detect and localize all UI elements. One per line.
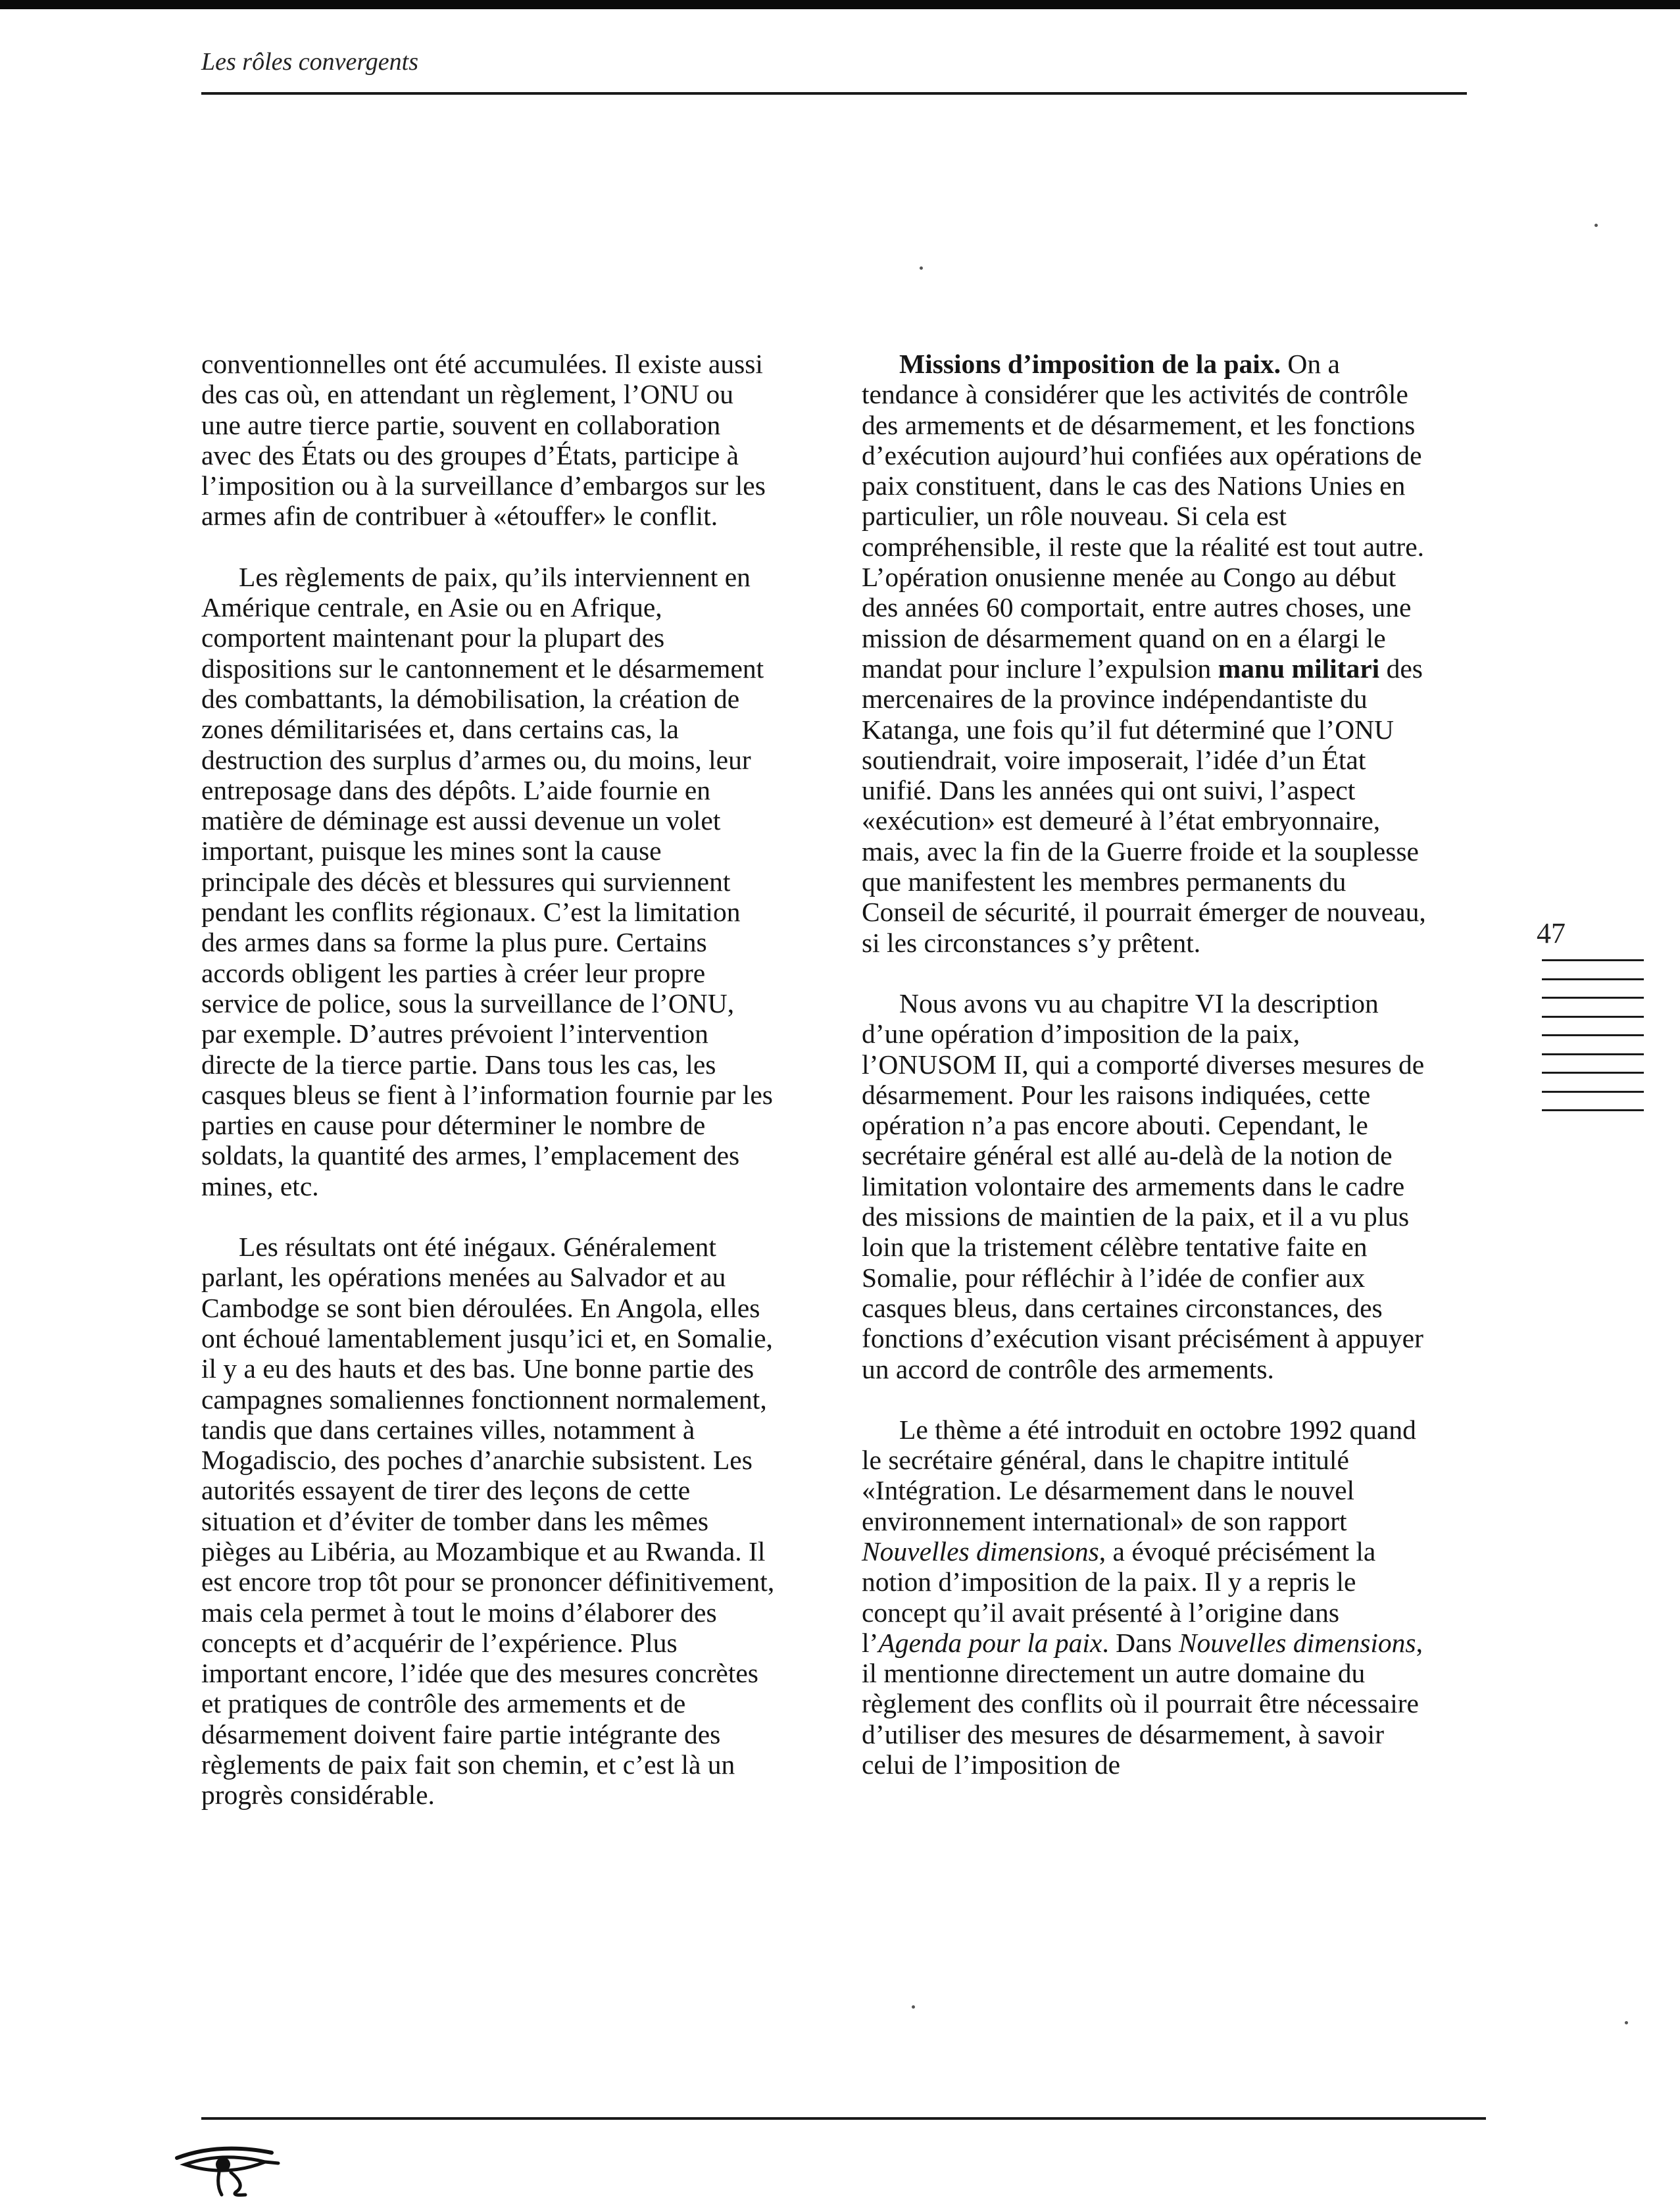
right-paragraph-1	[862, 349, 1435, 958]
scan-speck	[1625, 2021, 1628, 2024]
margin-line	[1542, 959, 1644, 961]
left-paragraph-3: Les résultats ont été inégaux. Généralement parlant, les opérations menées au Salvador et au Cambodge se sont bien déroulées. En Angola, elles ont échoué lamentablement jusqu’ici et, en Somalie, il y a eu des hauts et des bas. Une bonne partie des campagnes somaliennes fonctionnent normalement, tandis que dans certaines villes, notamment à Mogadiscio, des poches d’anarchie subsistent. Les autorités essayent de tirer des leçons de cette situation et d’éviter de tomber dans les mêmes pièges au Libéria, au Mozambique et au Rwanda. Il est encore trop tôt pour se prononcer définitivement, mais cela permet à tout le moins d’élaborer des concepts et d’acquérir de l’expérience. Plus important encore, l’idée que des mesures concrètes et pratiques de contrôle des armements et de désarmement doivent faire partie intégrante des règlements de paix fait son chemin, et c’est là un progrès considérable.	[201, 1232, 775, 1811]
eye-of-horus-icon	[173, 2138, 282, 2197]
footer-rule	[201, 2117, 1486, 2120]
right-paragraph-3-text-c: . Dans	[1102, 1627, 1179, 1658]
margin-line	[1542, 997, 1644, 999]
left-paragraph-2: Les règlements de paix, qu’ils interviennent en Amérique centrale, en Asie ou en Afrique, comportent maintenant pour la plupart des dispositions sur le cantonnement et le désarmement des combattants, la démobilisation, la création de zones démilitarisées et, dans certains cas, la destruction des surplus d’armes ou, du moins, leur entreposage dans des dépôts. L’aide fournie en matière de déminage est aussi devenue un volet important, puisque les mines sont la cause principale des décès et blessures qui surviennent pendant les conflits régionaux. C’est la limitation des armes dans sa forme la plus pure. Certains accords obligent les parties à créer leur propre service de police, sous la surveillance de l’ONU, par exemple. D’autres prévoient l’intervention directe de la tierce partie. Dans tous les cas, les casques bleus se fient à l’information fournie par les parties en cause pour déterminer le nombre de soldats, la quantité des armes, l’emplacement des mines, etc.	[201, 561, 773, 1201]
right-paragraph-3-text-b: , a évoqué précisément la notion d’imposition de la paix. Il y a repris le concept qu’il avait présenté à l’origine dans l’	[862, 1536, 1376, 1658]
margin-line	[1542, 1109, 1644, 1111]
title-nouvelles-dimensions-2: Nouvelles dimensions	[1178, 1627, 1416, 1658]
running-title: Les rôles convergents	[201, 48, 418, 76]
title-nouvelles-dimensions: Nouvelles dimensions	[862, 1536, 1099, 1566]
page-number: 47	[1537, 917, 1566, 949]
right-paragraph-1-text-b: des mercenaires de la province indépendantiste du Katanga, une fois qu’il fut déterminé que l’ONU soutiendrait, voire imposerait, l’idée d’un État unifié. Dans les années qui ont suivi, l’aspect «exécution» est demeuré à l’état embryonnaire, mais, avec la fin de la Guerre froide et la souplesse que manifestent les membres permanents du Conseil de sécurité, il pourrait émerger de nouveau, si les circonstances s’y prêtent.	[862, 653, 1426, 958]
right-column	[862, 349, 1435, 1810]
scan-edge-bar	[0, 0, 1680, 9]
right-paragraph-3	[862, 1415, 1435, 1780]
left-paragraph-1: conventionnelles ont été accumulées. Il existe aussi des cas où, en attendant un règlement, l’ONU ou une autre tierce partie, souvent en collaboration avec des États ou des groupes d’États, participe à l’imposition ou à la surveillance d’embargos sur les armes afin de contribuer à «étouffer» le conflit.	[201, 349, 766, 532]
right-paragraph-2: Nous avons vu au chapitre VI la description d’une opération d’imposition de la paix, l’ONUSOM II, qui a comporté diverses mesures de désarmement. Pour les raisons indiquées, cette opération n’a pas encore abouti. Cependant, le secrétaire général est allé au-delà de la notion de limitation volontaire des armements dans le cadre des missions de maintien de la paix, et il a vu plus loin que la tristement célèbre tentative faite en Somalie, pour réfléchir à l’idée de confier aux casques bleus, dans certaines circonstances, des fonctions d’exécution visant précisément à appuyer un accord de contrôle des armements.	[862, 988, 1425, 1384]
margin-line	[1542, 1072, 1644, 1074]
emphasis-manu-militari: manu militari	[1218, 653, 1380, 684]
margin-line	[1542, 978, 1644, 980]
left-column	[201, 349, 775, 1841]
section-heading: Missions d’imposition de la paix.	[899, 349, 1281, 379]
scan-speck	[912, 2005, 915, 2009]
margin-line	[1542, 1034, 1644, 1036]
header-rule	[201, 92, 1467, 95]
title-agenda-pour-la-paix: Agenda pour la paix	[878, 1627, 1102, 1658]
margin-line	[1542, 1091, 1644, 1093]
right-paragraph-1-text-a: On a tendance à considérer que les activités de contrôle des armements et de désarmement, et les fonctions d’exécution aujourd’hui confiées aux opérations de paix constituent, dans le cas des Nations Unies en particulier, un rôle nouveau. Si cela est compréhensible, il reste que la réalité est tout autre. L’opération onusienne menée au Congo au début des années 60 comportait, entre autres choses, une mission de désarmement quand on en a élargi le mandat pour inclure l’expulsion	[862, 349, 1425, 684]
margin-rule-lines	[1542, 959, 1644, 1128]
margin-line	[1542, 1053, 1644, 1055]
scan-speck	[1594, 224, 1598, 227]
margin-line	[1542, 1016, 1644, 1018]
right-paragraph-3-text-a: Le thème a été introduit en octobre 1992 quand le secrétaire général, dans le chapitre intitulé «Intégration. Le désarmement dans le nouvel environnement international» de son rapport	[862, 1414, 1416, 1536]
scan-speck	[920, 266, 923, 270]
right-paragraph-3-text-d: , il mentionne directement un autre domaine du règlement des conflits où il pourrait être nécessaire d’utiliser des mesures de désarmement, à savoir celui de l’imposition de	[862, 1627, 1423, 1780]
